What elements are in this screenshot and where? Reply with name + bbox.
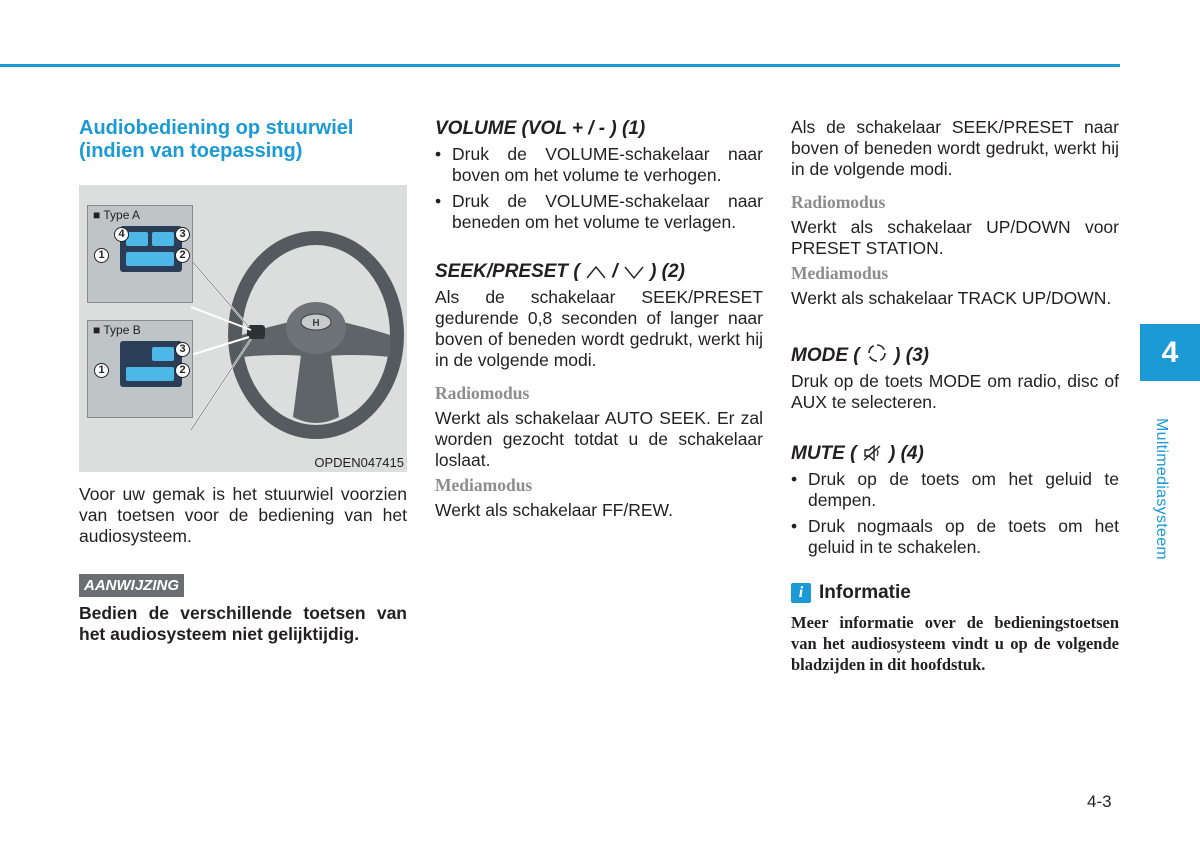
note-text: Bedien de verschillende toetsen van het audiosysteem niet gelijktijdig. [79,603,407,644]
radio-mode-heading: Radiomodus [435,383,530,403]
mode-heading-post: ) (3) [894,345,929,366]
info-title: Informatie [819,582,911,603]
mode-text: Druk op de toets MODE om radio, disc of AUX te selecteren. [791,371,1119,412]
type-a-volume-switch [126,252,174,266]
type-b-mode-button [152,347,174,361]
list-item: • Druk de VOLUME-schakelaar naar boven om het volume te verhogen. [435,144,763,186]
type-b-inset [87,320,193,418]
mute-heading-post: ) (4) [889,443,924,464]
mute-heading-pre: MUTE ( [791,443,857,464]
volume-heading: VOLUME (VOL + / - ) (1) [435,118,646,139]
type-a-mute-button [126,232,148,246]
mute-heading [791,442,1119,465]
column-right [791,117,1119,675]
media-mode-heading: Mediamodus [435,475,533,495]
header-rule [0,64,1120,67]
figure-code: OPDEN047415 [314,455,404,470]
note-label: AANWIJZING [79,574,184,597]
seek-short-intro: Als de schakelaar SEEK/PRESET naar boven of beneden wordt gedrukt, werkt hij in de volgende modi. [791,117,1119,179]
callout-2: 2 [175,248,190,263]
info-text: Meer informatie over de bedieningstoetsen van het audiosysteem vindt u op de volgende bladzijden in dit hoofdstuk. [791,613,1119,674]
page-number: 4-3 [1087,792,1112,811]
radio-mode-text: Werkt als schakelaar UP/DOWN voor PRESET STATION. [791,217,1119,258]
steering-wheel-figure [79,185,407,472]
callout-3: 3 [175,342,190,357]
seek-down-icon [623,264,645,280]
info-icon: i [791,583,811,603]
callout-4: 4 [114,227,129,242]
intro-text: Voor uw gemak is het stuurwiel voorzien van toetsen voor de bediening van het audiosysteem. [79,484,407,546]
type-a-label: ■ Type A [93,208,141,222]
seek-heading-post: ) (2) [650,261,685,282]
type-a-mode-button [152,232,174,246]
type-b-volume-switch [126,367,174,381]
list-item: • Druk de VOLUME-schakelaar naar beneden om het volume te verlagen. [435,191,763,233]
media-mode-text: Werkt als schakelaar TRACK UP/DOWN. [791,288,1112,308]
mute-icon [862,444,884,462]
seek-heading-pre: SEEK/PRESET ( [435,261,580,282]
info-header [791,582,1119,604]
mode-heading-pre: MODE ( [791,345,860,366]
callout-1: 1 [94,248,109,263]
chapter-name: Multimediasysteem [1153,418,1170,561]
radio-mode-heading: Radiomodus [791,192,886,212]
svg-text:H: H [312,318,320,329]
column-middle [435,117,763,521]
volume-list [435,144,763,233]
section-title-line2: (indien van toepassing) [79,140,303,162]
mode-icon [865,342,889,364]
section-title-line1: Audiobediening op stuurwiel [79,117,354,139]
radio-mode-text: Werkt als schakelaar AUTO SEEK. Er zal worden gezocht totdat u de schakelaar loslaat. [435,408,763,470]
media-mode-heading: Mediamodus [791,263,889,283]
mute-list [791,469,1119,558]
callout-3: 3 [175,227,190,242]
list-item: • Druk nogmaals op de toets om het geluid in te schakelen. [791,516,1119,558]
list-item: • Druk op de toets om het geluid te dempen. [791,469,1119,511]
column-left [79,117,407,645]
type-b-label: ■ Type B [93,323,141,337]
mode-heading [791,342,1119,367]
section-title [79,117,407,163]
type-b-control-panel [120,341,182,387]
media-mode-text: Werkt als schakelaar FF/REW. [435,500,673,520]
seek-heading-mid: / [612,261,618,282]
callout-1: 1 [94,363,109,378]
type-a-inset [87,205,193,303]
chapter-tab: 4 [1140,324,1200,381]
type-a-control-panel [120,226,182,272]
callout-2: 2 [175,363,190,378]
seek-intro: Als de schakelaar SEEK/PRESET gedurende 0,8 seconden of langer naar boven of beneden wordt gedrukt, werkt hij in de volgende modi. [435,287,763,370]
seek-up-icon [585,264,607,280]
seek-heading [435,260,763,283]
